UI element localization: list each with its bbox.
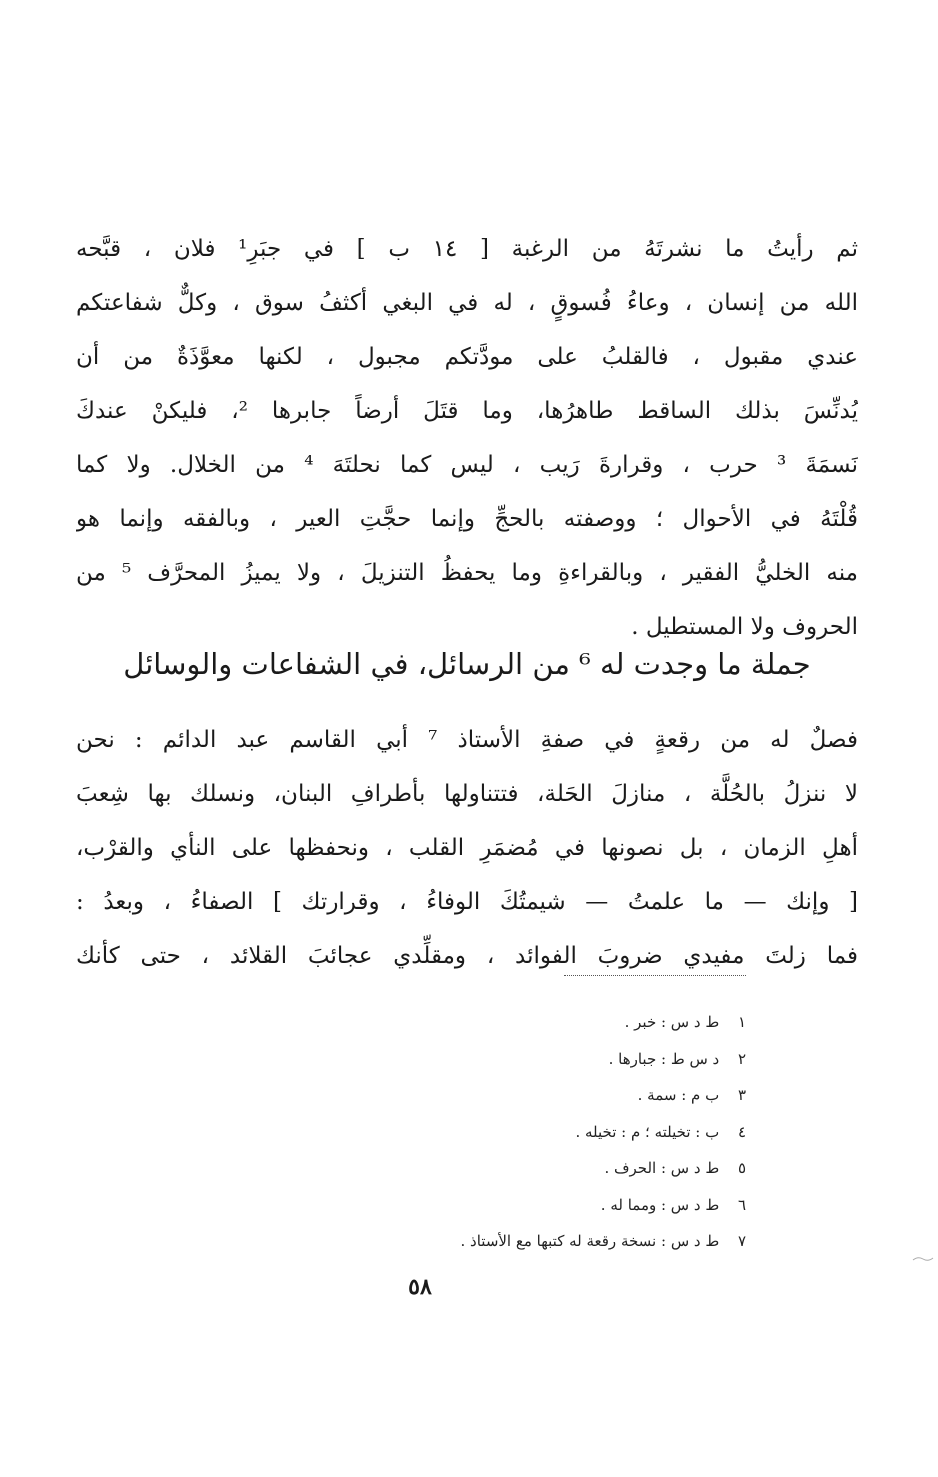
paragraph-1-line: منه الخليُّ الفقير ، وبالقراءةِ وما يحفظُ التنزيلَ ، ولا يميزُ المحرَّف ⁵ من [76,560,858,586]
footnote-text: د س ط : جبارها . [608,1049,720,1068]
footnotes [300,1004,746,1260]
footnote [300,1187,746,1224]
footnote-number: ٥ [737,1159,746,1177]
paragraph-2-line: [ وإنك — ما علمتُ — شيمتُكَ الوفاءُ ، وقرارتك ] الصفاءُ ، وبعدُ : [76,889,858,915]
paragraph-1-line: الحروف ولا المستطيل . [631,614,858,640]
footnote-text: ط د س : ومما له . [600,1195,720,1214]
footnote-divider [564,975,746,976]
footnote-number: ٦ [737,1195,746,1214]
footnote-number: ٧ [737,1232,746,1250]
paragraph-1-line: عندي مقبول ، فالقلبُ على مودَّتكم مجبول ، لكنها معوَّذَةٌ من أن [76,344,858,370]
paragraph-1 [76,222,858,654]
footnote-text: ب م : سمة . [637,1086,720,1104]
paragraph-1-line: يُدنِّسَ بذلك الساقط طاهرُها، وما قتَلَ أرضاً جابرها ²، فليكنْ عندكَ [76,398,858,424]
page-number: ٥٨ [408,1274,432,1300]
footnote-number: ٤ [737,1122,746,1141]
footnote-number: ٣ [737,1086,746,1104]
footnote [300,1004,746,1041]
footnote [300,1223,746,1260]
footnote-number: ١ [737,1013,746,1031]
paragraph-2-line: فما زلتَ مفيدي ضروبَ الفوائد ، ومقلِّدي عجائبَ القلائد ، حتى كأنك [76,943,858,969]
paragraph-2-line: فصلٌ له من رقعةٍ في صفةِ الأستاذ ⁷ أبي القاسم عبد الدائم : نحن [76,727,858,753]
paragraph-1-line: قُلْتَهُ في الأحوال ؛ ووصفته بالحجِّ وإنما حجَّتِ العير ، وبالفقه وإنما هو [76,506,858,532]
paragraph-1-line: ثم رأيتُ ما نشرتَهُ من الرغبة [ ١٤ ب ] في جبَرِ¹ فلان ، قبَّحه [76,236,858,262]
footnote [300,1077,746,1114]
footnote-text: ط د س : نسخة رقعة له كتبها مع الأستاذ . [460,1232,720,1250]
paragraph-2-line: أهلِ الزمان ، بل نصونها في مُضمَرِ القلب ، ونحفظها على النأي والقرْب، [76,835,858,861]
footnote-text: ب : تخيلته ؛ م : تخيله . [575,1122,720,1141]
footnote [300,1114,746,1151]
footnote [300,1041,746,1078]
footnote-text: ط د س : الحرف . [604,1159,720,1177]
footnote [300,1150,746,1187]
margin-smudge-icon [912,1255,934,1263]
paragraph-1-line: نَسمَةَ ³ حرب ، وقرارةَ رَيب ، ليس كما نحلتَهَ ⁴ من الخلال. ولا كما [76,452,858,478]
footnote-text: ط د س : خبر . [624,1013,720,1031]
section-heading: جملة ما وجدت له ⁶ من الرسائل، في الشفاعات والوسائل [123,647,811,681]
paragraph-2-line: لا ننزلُ بالحُلَّة ، منازلَ الحَلة، فتتناولها بأطرافِ البنان، ونسلك بها شِعبَ [76,781,858,807]
paragraph-1-line: الله من إنسان ، وعاءُ فُسوقٍ ، له في البغي أكثفُ سوق ، وكلٌّ شفاعتكم [76,290,858,316]
paragraph-2 [76,713,858,983]
footnote-number: ٢ [737,1049,746,1068]
